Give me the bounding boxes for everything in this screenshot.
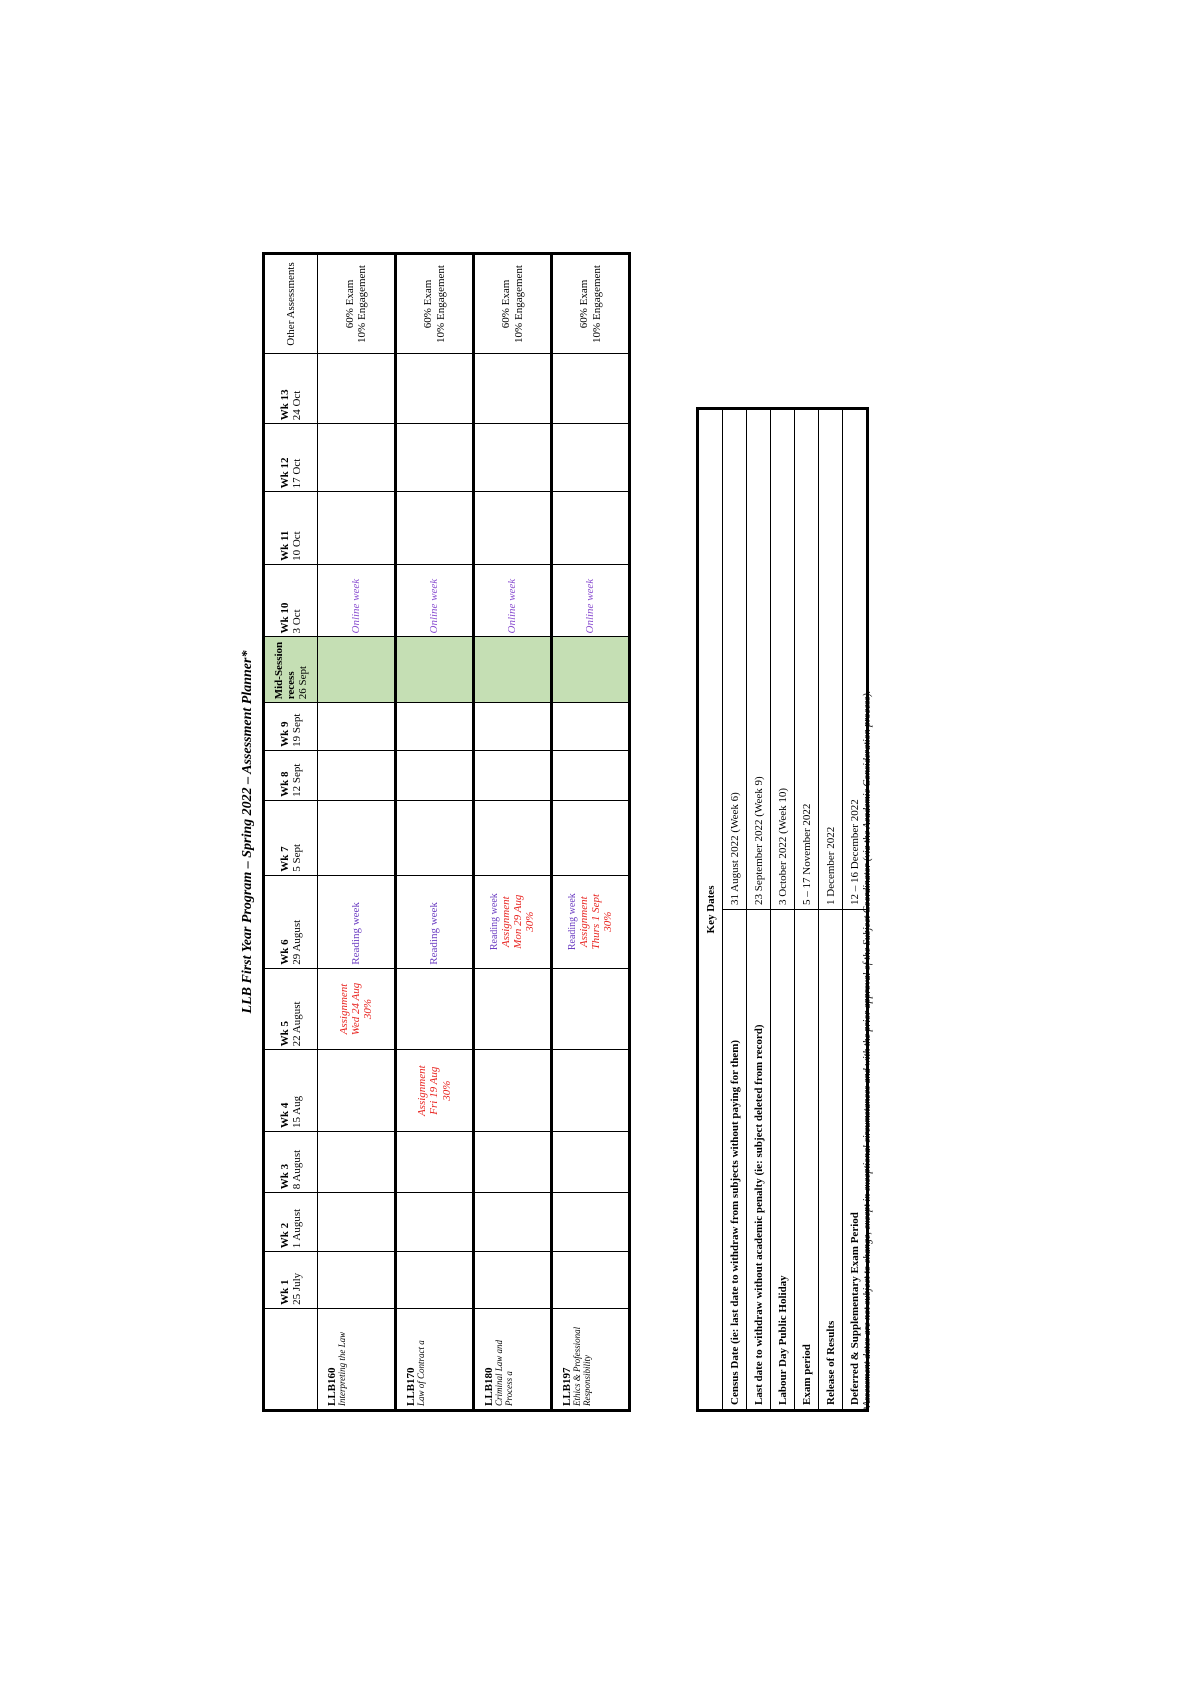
key-date-value: 1 December 2022 xyxy=(819,409,843,910)
recess-header: Mid-Session recess 26 Sept xyxy=(264,637,318,703)
subject-cell: LLB180 Criminal Law and Process a xyxy=(474,1308,552,1410)
recess-cell xyxy=(318,637,396,703)
online-week-cell: Online week xyxy=(552,564,630,637)
key-date-row xyxy=(795,409,819,1411)
assignment-cell: Assignment Wed 24 Aug 30% xyxy=(318,968,396,1050)
other-assessments-cell: 60% Exam 10% Engagement xyxy=(552,254,630,354)
other-assessments-cell: 60% Exam 10% Engagement xyxy=(396,254,474,354)
key-date-label: Deferred & Supplementary Exam Period xyxy=(843,910,868,1411)
online-week-cell: Online week xyxy=(318,564,396,637)
subject-row xyxy=(474,254,552,1411)
key-date-value: 12 – 16 December 2022 xyxy=(843,409,868,910)
key-date-row xyxy=(819,409,843,1411)
week-header: Wk 6 29 August xyxy=(264,875,318,968)
key-date-value: 3 October 2022 (Week 10) xyxy=(771,409,795,910)
subject-cell: LLB170 Law of Contract a xyxy=(396,1308,474,1410)
reading-week-cell: Reading week xyxy=(318,875,396,968)
recess-cell xyxy=(552,637,630,703)
other-assessments-header: Other Assessments xyxy=(264,254,318,354)
key-dates-table xyxy=(696,407,869,1412)
header-row xyxy=(264,254,318,1411)
assessment-planner-table xyxy=(262,252,631,1412)
key-date-label: Exam period xyxy=(795,910,819,1411)
week-header: Wk 11 10 Oct xyxy=(264,492,318,565)
week-header: Wk 13 24 Oct xyxy=(264,353,318,423)
online-week-cell: Online week xyxy=(396,564,474,637)
week-header: Wk 3 8 August xyxy=(264,1132,318,1193)
assignment-cell: Assignment Fri 19 Aug 30% xyxy=(396,1050,474,1132)
key-date-label: Last date to withdraw without academic penalty (ie: subject deleted from record) xyxy=(747,910,771,1411)
week-header: Wk 7 5 Sept xyxy=(264,800,318,875)
key-date-row xyxy=(723,409,747,1411)
week-header: Wk 2 1 August xyxy=(264,1193,318,1252)
reading-week-cell: Reading week xyxy=(396,875,474,968)
week-header: Wk 10 3 Oct xyxy=(264,564,318,637)
subject-cell: LLB197 Ethics & Professional Responsibility xyxy=(552,1308,630,1410)
assignment-cell: Reading week Assignment Thurs 1 Sept 30% xyxy=(552,875,630,968)
other-assessments-cell: 60% Exam 10% Engagement xyxy=(474,254,552,354)
online-week-cell: Online week xyxy=(474,564,552,637)
key-date-value: 23 September 2022 (Week 9) xyxy=(747,409,771,910)
key-date-label: Release of Results xyxy=(819,910,843,1411)
rotated-sheet xyxy=(240,252,1000,1412)
week-header: Wk 8 12 Sept xyxy=(264,750,318,800)
week-header: Wk 12 17 Oct xyxy=(264,424,318,492)
key-date-value: 5 – 17 November 2022 xyxy=(795,409,819,910)
recess-cell xyxy=(396,637,474,703)
page-title: LLB First Year Program – Spring 2022 – Assessment Planner* xyxy=(240,650,255,1014)
key-date-row xyxy=(771,409,795,1411)
subject-row xyxy=(396,254,474,1411)
footnote: *Assessment dates are not subject to change, except in exceptional circumstances and with the prior approval of the Subject Coordinator (via the Academic Consideration process). xyxy=(862,690,873,1412)
subject-cell: LLB160 Interpreting the Law xyxy=(318,1308,396,1410)
other-assessments-cell: 60% Exam 10% Engagement xyxy=(318,254,396,354)
subject-row xyxy=(552,254,630,1411)
week-header: Wk 1 25 July xyxy=(264,1252,318,1309)
week-header: Wk 5 22 August xyxy=(264,968,318,1050)
key-date-label: Census Date (ie: last date to withdraw from subjects without paying for them) xyxy=(723,910,747,1411)
key-dates-heading-row xyxy=(698,409,723,1411)
subject-row xyxy=(318,254,396,1411)
week-header: Wk 9 19 Sept xyxy=(264,703,318,751)
key-date-label: Labour Day Public Holiday xyxy=(771,910,795,1411)
assignment-cell: Reading week Assignment Mon 29 Aug 30% xyxy=(474,875,552,968)
week-header: Wk 4 15 Aug xyxy=(264,1050,318,1132)
corner-cell xyxy=(264,1308,318,1410)
recess-cell xyxy=(474,637,552,703)
key-dates-heading: Key Dates xyxy=(698,409,723,1411)
key-date-row xyxy=(747,409,771,1411)
key-date-value: 31 August 2022 (Week 6) xyxy=(723,409,747,910)
